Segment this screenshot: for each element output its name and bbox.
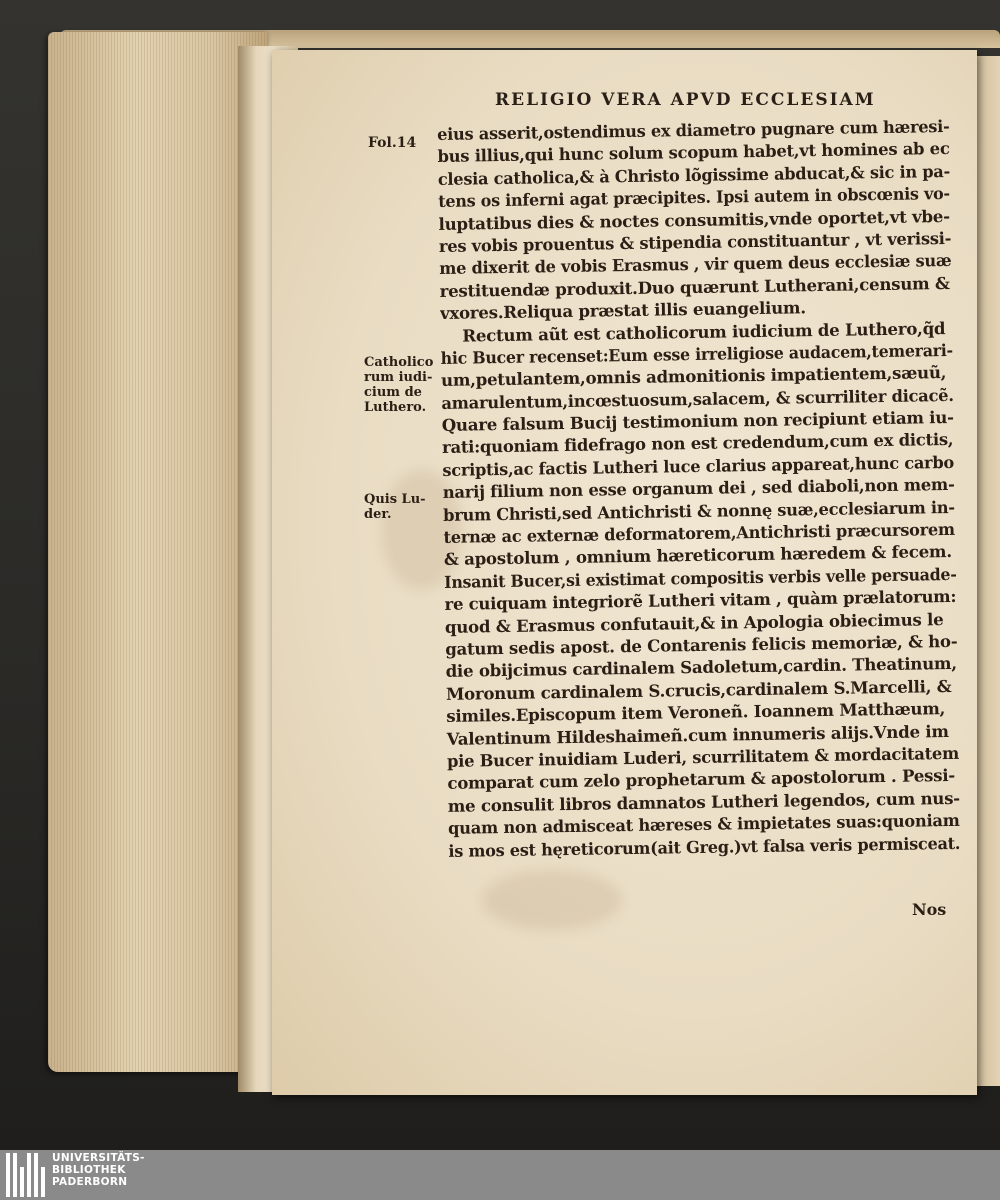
text-line: me consulit libros damnatos Lutheri legendos, cum nus- bbox=[447, 787, 960, 816]
page-body-text bbox=[437, 115, 961, 862]
margin-note-line: rum iudi- bbox=[364, 370, 433, 385]
text-line: luptatibus dies & noctes consumitis,vnde oportet,vt vbe- bbox=[438, 205, 950, 234]
logo-line: PADERBORN bbox=[52, 1176, 128, 1188]
running-head: RELIGIO VERA APVD ECCLESIAM bbox=[495, 90, 876, 110]
text-line: tens os inferni agat præcipites. Ipsi autem in obscœnis vo- bbox=[438, 183, 950, 212]
logo-line: BIBLIOTHEK bbox=[52, 1164, 126, 1176]
footer-bar bbox=[0, 1150, 1000, 1200]
text-line: die obijcimus cardinalem Sadoletum,cardin. Theatinum, bbox=[445, 653, 957, 682]
text-line: ternæ ac externæ deformatorem,Antichristi præcursorem bbox=[443, 518, 956, 547]
text-line: hic Bucer recenset:Eum esse irreligiose audacem,temerari- bbox=[440, 339, 953, 368]
text-line: eius asserit,ostendimus ex diametro pugnare cum hæresi- bbox=[437, 115, 950, 144]
text-line: pie Bucer inuidiam Luderi, scurrilitatem & mordacitatem bbox=[446, 742, 960, 771]
margin-note-line: Luthero. bbox=[364, 400, 427, 415]
margin-note-line: cium de bbox=[364, 385, 422, 400]
text-line: res vobis prouentus & stipendia constituantur , vt verissi- bbox=[438, 227, 952, 256]
folio-reference: Fol.14 bbox=[368, 135, 417, 151]
text-line: Moronum cardinalem S.crucis,cardinalem S.Marcelli, & bbox=[445, 675, 952, 704]
margin-note-quis bbox=[364, 492, 426, 522]
text-line: restituendæ produxit.Duo quærunt Lutherani,censum & bbox=[439, 272, 950, 301]
logo-line: UNIVERSITÄTS- bbox=[52, 1152, 145, 1164]
margin-note-catholico bbox=[364, 355, 433, 415]
text-line: quam non admisceat hæreses & impietates suas:quoniam bbox=[447, 809, 960, 839]
text-line: scriptis,ac factis Lutheri luce clarius appareat,hunc carbo bbox=[442, 451, 955, 480]
text-line: me dixerit de vobis Erasmus , vir quem deus ecclesiæ suæ bbox=[439, 250, 952, 279]
margin-note-line: Catholico bbox=[364, 355, 434, 370]
text-line: vxores.Reliqua præstat illis euangelium. bbox=[439, 297, 806, 324]
text-line: is mos est hęreticorum(ait Greg.)vt falsa veris permisceat. bbox=[448, 832, 961, 861]
text-line: Rectum aũt est catholicorum iudicium de Luthero,q̃d bbox=[462, 317, 946, 346]
text-line: bus illius,qui hunc solum scopum habet,vt homines ab ec bbox=[437, 138, 950, 167]
margin-note-line: Quis Lu- bbox=[364, 492, 426, 507]
page-stain bbox=[482, 870, 622, 930]
text-line: comparat cum zelo prophetarum & apostolorum . Pessi- bbox=[447, 765, 956, 794]
text-line: amarulentum,incœstuosum,salacem, & scurriliter dicacẽ. bbox=[441, 384, 954, 413]
catchword: Nos bbox=[912, 900, 947, 919]
book-page-edges bbox=[48, 32, 268, 1072]
text-line: brum Christi,sed Antichristi & nonnę suæ,ecclesiarum in- bbox=[442, 496, 955, 525]
text-line: rati:quoniam fidefrago non est credendum,cum ex dictis, bbox=[441, 429, 954, 458]
library-logo-text bbox=[52, 1152, 145, 1188]
text-line: um,petulantem,omnis admonitionis impatientem,sæuũ, bbox=[440, 362, 947, 391]
text-line: Valentinum Hildeshaimeñ.cum innumeris alijs.Vnde im bbox=[446, 720, 949, 749]
text-line: narij filium non esse organum dei , sed diaboli,non mem- bbox=[442, 474, 955, 503]
text-line: similes.Episcopum item Veroneñ. Ioannem Matthæum, bbox=[446, 698, 946, 727]
text-line: clesia catholica,& à Christo lõgissime abducat,& sic in pa- bbox=[437, 160, 951, 189]
text-line: Quare falsum Bucij testimonium non recipiunt etiam iu- bbox=[441, 406, 954, 436]
text-line: & apostolum , omnium hæreticorum hæredem & fecem. bbox=[443, 541, 952, 570]
text-line: re cuiquam integriorẽ Lutheri vitam , quàm prælatorum: bbox=[444, 586, 957, 615]
text-line: gatum sedis apost. de Contarenis felicis memoriæ, & ho- bbox=[445, 630, 958, 659]
library-logo-icon bbox=[6, 1153, 45, 1197]
margin-note-line: der. bbox=[364, 507, 392, 522]
text-line: Insanit Bucer,si existimat compositis verbis velle persuade- bbox=[444, 563, 957, 592]
text-line: quod & Erasmus confutauit,& in Apologia obiecimus le bbox=[444, 608, 944, 637]
